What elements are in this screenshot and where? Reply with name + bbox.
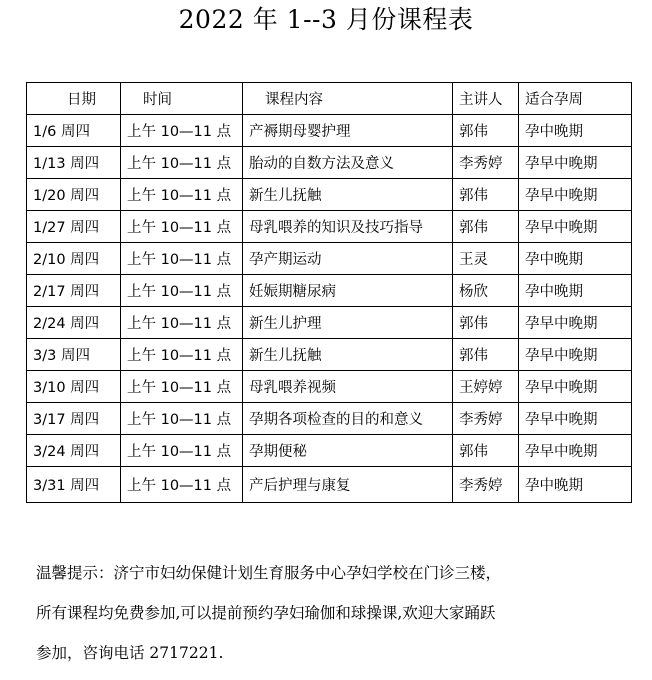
cell-date: 3/10 周四 bbox=[27, 371, 121, 403]
cell-speaker: 郭伟 bbox=[453, 115, 519, 147]
cell-time: 上午 10—11 点 bbox=[121, 403, 243, 435]
cell-date: 1/6 周四 bbox=[27, 115, 121, 147]
cell-content: 产褥期母婴护理 bbox=[243, 115, 453, 147]
cell-date: 3/31 周四 bbox=[27, 467, 121, 503]
cell-content: 产后护理与康复 bbox=[243, 467, 453, 503]
cell-week: 孕早中晚期 bbox=[519, 435, 632, 467]
table-row bbox=[27, 211, 632, 243]
cell-speaker: 郭伟 bbox=[453, 339, 519, 371]
table-row bbox=[27, 371, 632, 403]
cell-week: 孕早中晚期 bbox=[519, 371, 632, 403]
table-row bbox=[27, 307, 632, 339]
cell-date: 3/24 周四 bbox=[27, 435, 121, 467]
cell-date: 1/20 周四 bbox=[27, 179, 121, 211]
cell-content: 孕产期运动 bbox=[243, 243, 453, 275]
header-week: 适合孕周 bbox=[519, 83, 632, 115]
cell-week: 孕早中晚期 bbox=[519, 211, 632, 243]
cell-week: 孕早中晚期 bbox=[519, 179, 632, 211]
cell-speaker: 李秀婷 bbox=[453, 467, 519, 503]
cell-date: 1/13 周四 bbox=[27, 147, 121, 179]
cell-time: 上午 10—11 点 bbox=[121, 467, 243, 503]
course-schedule-table bbox=[26, 82, 632, 503]
cell-date: 2/24 周四 bbox=[27, 307, 121, 339]
cell-week: 孕早中晚期 bbox=[519, 339, 632, 371]
cell-speaker: 郭伟 bbox=[453, 435, 519, 467]
table-row bbox=[27, 435, 632, 467]
cell-time: 上午 10—11 点 bbox=[121, 307, 243, 339]
page-title: 2022 年 1--3 月份课程表 bbox=[178, 5, 474, 34]
table-row bbox=[27, 467, 632, 503]
table-header-row bbox=[27, 83, 632, 115]
header-content: 课程内容 bbox=[243, 83, 453, 115]
table-row bbox=[27, 403, 632, 435]
cell-week: 孕早中晚期 bbox=[519, 147, 632, 179]
cell-content: 孕期便秘 bbox=[243, 435, 453, 467]
cell-date: 3/17 周四 bbox=[27, 403, 121, 435]
reminder-line-2: 所有课程均免费参加,可以提前预约孕妇瑜伽和球操课,欢迎大家踊跃 bbox=[36, 604, 496, 622]
cell-speaker: 郭伟 bbox=[453, 211, 519, 243]
cell-time: 上午 10—11 点 bbox=[121, 211, 243, 243]
cell-content: 胎动的自数方法及意义 bbox=[243, 147, 453, 179]
cell-week: 孕中晚期 bbox=[519, 467, 632, 503]
cell-week: 孕中晚期 bbox=[519, 275, 632, 307]
cell-week: 孕早中晚期 bbox=[519, 403, 632, 435]
cell-content: 母乳喂养视频 bbox=[243, 371, 453, 403]
cell-content: 新生儿抚触 bbox=[243, 339, 453, 371]
cell-speaker: 李秀婷 bbox=[453, 147, 519, 179]
cell-content: 新生儿抚触 bbox=[243, 179, 453, 211]
table-row bbox=[27, 243, 632, 275]
cell-content: 新生儿护理 bbox=[243, 307, 453, 339]
cell-date: 1/27 周四 bbox=[27, 211, 121, 243]
table-row bbox=[27, 275, 632, 307]
header-date: 日期 bbox=[27, 83, 121, 115]
cell-time: 上午 10—11 点 bbox=[121, 243, 243, 275]
cell-time: 上午 10—11 点 bbox=[121, 115, 243, 147]
cell-time: 上午 10—11 点 bbox=[121, 275, 243, 307]
header-speaker: 主讲人 bbox=[453, 83, 519, 115]
cell-content: 孕期各项检查的目的和意义 bbox=[243, 403, 453, 435]
reminder-line-3: 参加，咨询电话 2717221. bbox=[36, 644, 224, 662]
cell-time: 上午 10—11 点 bbox=[121, 179, 243, 211]
reminder-note bbox=[36, 553, 636, 673]
cell-speaker: 郭伟 bbox=[453, 179, 519, 211]
cell-week: 孕早中晚期 bbox=[519, 307, 632, 339]
cell-week: 孕中晚期 bbox=[519, 115, 632, 147]
cell-date: 2/10 周四 bbox=[27, 243, 121, 275]
table-row bbox=[27, 179, 632, 211]
cell-time: 上午 10—11 点 bbox=[121, 147, 243, 179]
table-row bbox=[27, 339, 632, 371]
reminder-line-1: 温馨提示：济宁市妇幼保健计划生育服务中心孕妇学校在门诊三楼， bbox=[36, 564, 502, 582]
cell-content: 妊娠期糖尿病 bbox=[243, 275, 453, 307]
cell-speaker: 李秀婷 bbox=[453, 403, 519, 435]
cell-date: 3/3 周四 bbox=[27, 339, 121, 371]
cell-speaker: 王灵 bbox=[453, 243, 519, 275]
table-row bbox=[27, 115, 632, 147]
cell-content: 母乳喂养的知识及技巧指导 bbox=[243, 211, 453, 243]
cell-time: 上午 10—11 点 bbox=[121, 435, 243, 467]
cell-speaker: 王婷婷 bbox=[453, 371, 519, 403]
cell-date: 2/17 周四 bbox=[27, 275, 121, 307]
cell-speaker: 杨欣 bbox=[453, 275, 519, 307]
cell-time: 上午 10—11 点 bbox=[121, 371, 243, 403]
cell-week: 孕中晚期 bbox=[519, 243, 632, 275]
table-row bbox=[27, 147, 632, 179]
header-time: 时间 bbox=[121, 83, 243, 115]
cell-time: 上午 10—11 点 bbox=[121, 339, 243, 371]
cell-speaker: 郭伟 bbox=[453, 307, 519, 339]
